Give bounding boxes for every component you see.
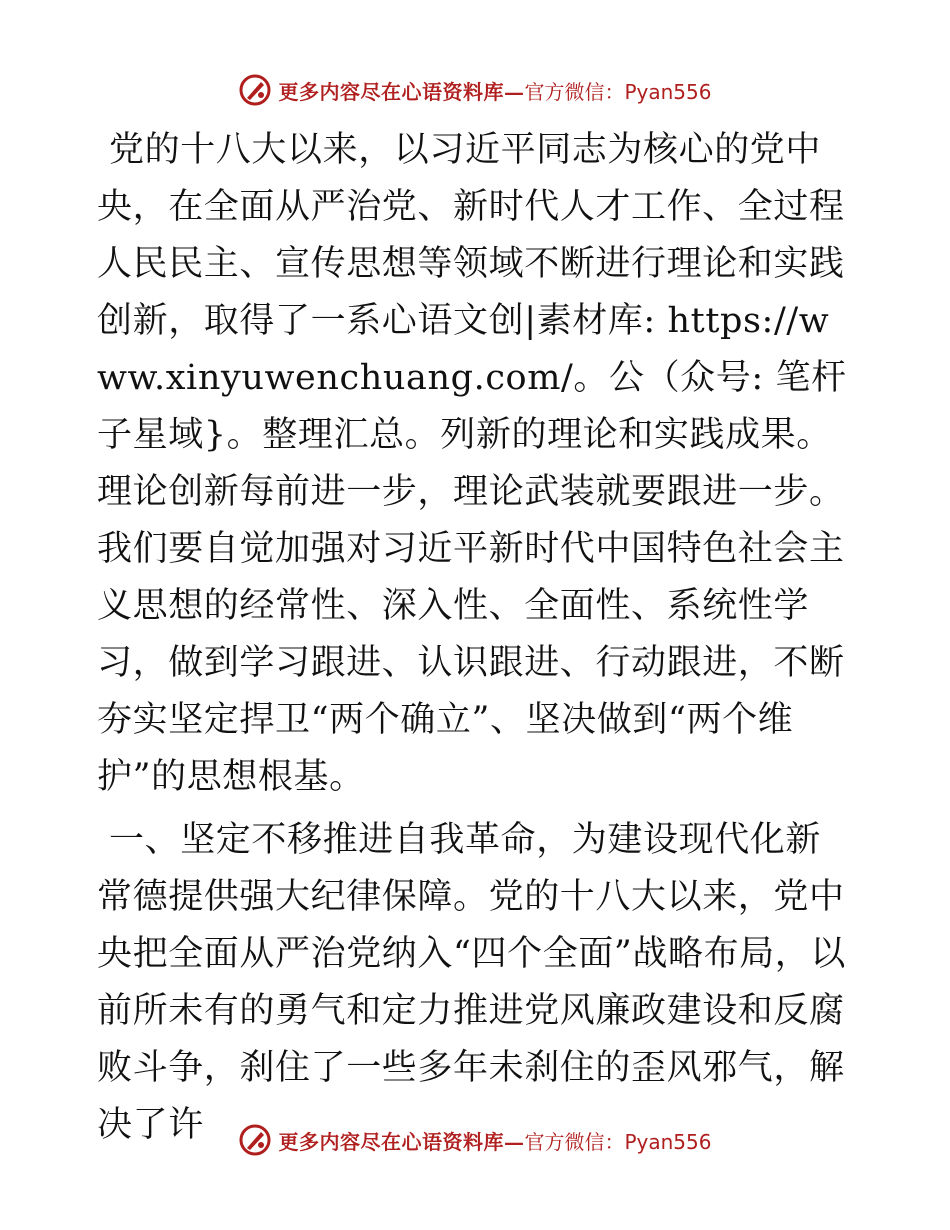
document-body (97, 122, 852, 1154)
watermark-site-text: 更多内容尽在心语资料库— (278, 1129, 525, 1154)
quill-logo-icon (238, 1123, 272, 1157)
paragraph-section-one: 一、坚定不移推进自我革命，为建设现代化新常德提供强大纪律保障。党的十八大以来，党中央把全面从严治党纳入“四个全面”战略布局，以前所未有的勇气和定力推进党风廉政建设和反腐败斗争，刹住了一些多年未刹住的歪风邪气，解决了许 (97, 820, 846, 1145)
footer-watermark (0, 1120, 950, 1160)
watermark-wechat-text: 官方微信：Pyan556 (524, 1129, 712, 1154)
paragraph-intro: 党的十八大以来，以习近平同志为核心的党中央，在全面从严治党、新时代人才工作、全过程人民民主、宣传思想等领域不断进行理论和实践创新，取得了一系心语文创|素材库: https://www.xinyuwenchuang.com/。公（众号: 笔杆子星域}。整理汇总。列新的理论和实践成果。理论创新每前进一步，理论武装就要跟进一步。我们要自觉加强对习近平新时代中国特色社会主义思想的经常性、深入性、全面性、系统性学习，做到学习跟进、认识跟进、行动跟进，不断夯实坚定捍卫“两个确立”、坚决做到“两个维护”的思想根基。 (97, 130, 847, 797)
watermark-site-text: 更多内容尽在心语资料库— (278, 79, 525, 104)
watermark-wechat-text: 官方微信：Pyan556 (524, 79, 712, 104)
header-watermark (0, 70, 950, 110)
quill-logo-icon (238, 73, 272, 107)
